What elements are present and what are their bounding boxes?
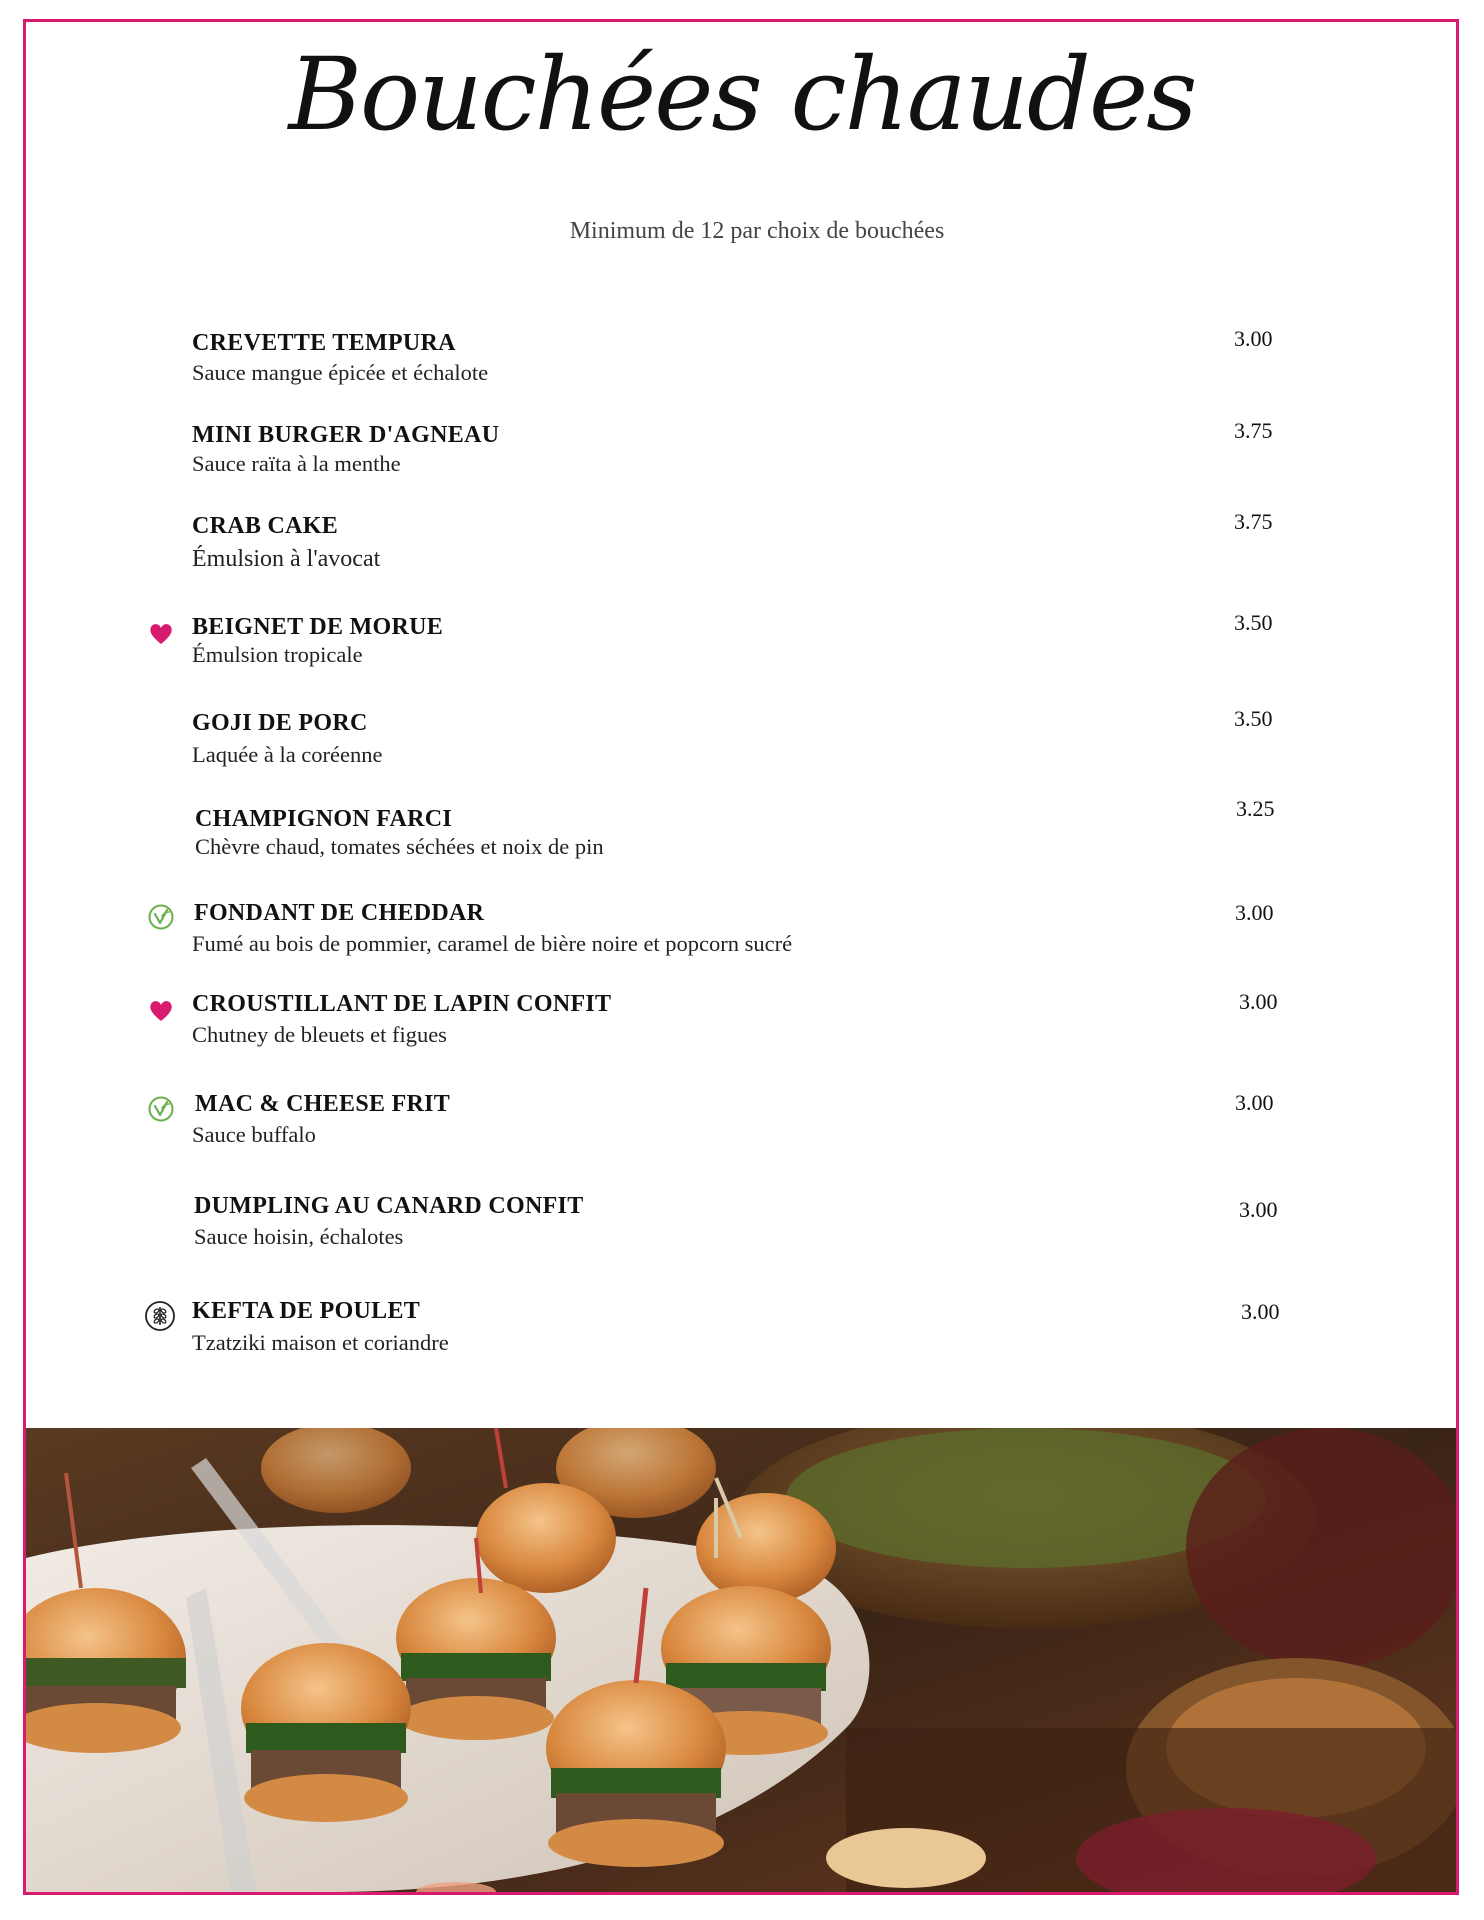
item-name: CHAMPIGNON FARCI: [195, 806, 452, 832]
item-name: KEFTA DE POULET: [192, 1298, 421, 1324]
item-name: MAC & CHEESE FRIT: [195, 1091, 451, 1117]
menu-item: [0, 1091, 1484, 1161]
menu-item: [0, 900, 1484, 970]
food-photo: [26, 1428, 1456, 1892]
item-name: GOJI DE PORC: [192, 710, 368, 736]
item-description: Laquée à la coréenne: [192, 742, 383, 767]
item-description: Émulsion à l'avocat: [192, 546, 381, 572]
heart-icon: [147, 620, 175, 648]
item-name: DUMPLING AU CANARD CONFIT: [194, 1193, 584, 1219]
menu-item: [0, 610, 1484, 684]
vegetarian-icon: [147, 1095, 175, 1123]
item-price: 3.00: [1235, 1090, 1274, 1115]
item-name: CROUSTILLANT DE LAPIN CONFIT: [192, 991, 612, 1017]
item-description: Chutney de bleuets et figues: [192, 1022, 447, 1047]
item-price: 3.00: [1239, 989, 1278, 1014]
vegetarian-icon: [147, 903, 175, 931]
item-name: CREVETTE TEMPURA: [192, 330, 456, 356]
menu-item: [0, 418, 1484, 492]
item-description: Sauce mangue épicée et échalote: [192, 360, 489, 385]
menu-item: [0, 706, 1484, 780]
menu-item: [0, 796, 1484, 876]
item-price: 3.50: [1234, 610, 1273, 635]
item-price: 3.75: [1234, 509, 1273, 534]
item-name: MINI BURGER D'AGNEAU: [192, 422, 500, 448]
page-subtitle: Minimum de 12 par choix de bouchées: [569, 218, 945, 244]
item-description: Fumé au bois de pommier, caramel de bière noire et popcorn sucré: [192, 931, 793, 956]
item-price: 3.25: [1236, 796, 1275, 821]
item-description: Émulsion tropicale: [192, 642, 363, 667]
menu-item: [0, 1298, 1484, 1368]
item-price: 3.00: [1235, 900, 1274, 925]
item-description: Sauce hoisin, échalotes: [194, 1224, 404, 1249]
menu-item: [0, 326, 1484, 400]
item-price: 3.75: [1234, 418, 1273, 443]
item-description: Tzatziki maison et coriandre: [192, 1330, 449, 1355]
item-description: Sauce raïta à la menthe: [192, 451, 401, 476]
page-title: Bouchées chaudes: [288, 36, 1196, 153]
item-description: Chèvre chaud, tomates séchées et noix de pin: [195, 834, 604, 859]
item-name: FONDANT DE CHEDDAR: [194, 900, 485, 926]
menu-item: [0, 991, 1484, 1061]
item-name: BEIGNET DE MORUE: [192, 614, 444, 640]
menu-item: [0, 1193, 1484, 1263]
item-price: 3.00: [1239, 1197, 1278, 1222]
heart-icon: [147, 997, 175, 1025]
item-name: CRAB CAKE: [192, 513, 339, 539]
item-price: 3.00: [1234, 326, 1273, 351]
item-description: Sauce buffalo: [192, 1122, 316, 1147]
item-price: 3.50: [1234, 706, 1273, 731]
halal-icon: [144, 1300, 176, 1332]
menu-item: [0, 509, 1484, 583]
item-price: 3.00: [1241, 1299, 1280, 1324]
